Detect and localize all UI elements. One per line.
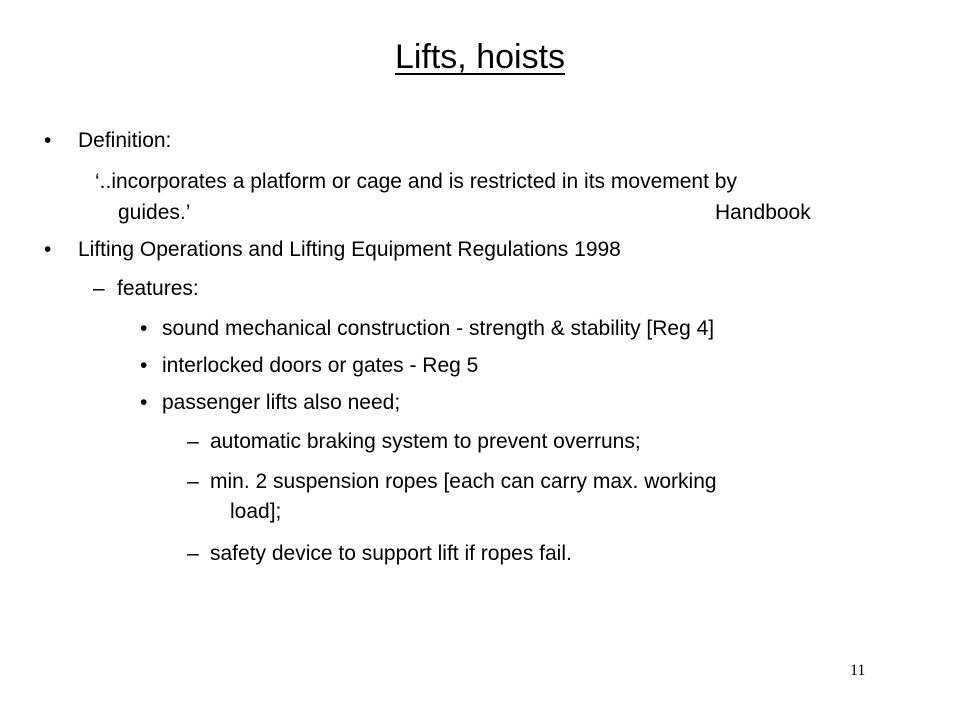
regulations-label: Lifting Operations and Lifting Equipment Regulations 1998 [78, 238, 621, 261]
need-item-2-line1: min. 2 suspension ropes [each can carry max. working [210, 470, 717, 493]
bullet-feature-3: • [140, 391, 148, 414]
bullet-feature-1: • [140, 317, 148, 340]
definition-quote-line2: guides.’ [118, 201, 191, 224]
definition-source: Handbook [715, 201, 811, 224]
definition-label: Definition: [78, 129, 172, 152]
need-item-3: safety device to support lift if ropes fail. [210, 542, 572, 565]
features-label: features: [117, 277, 199, 300]
dash-need-1: – [187, 430, 199, 453]
bullet-definition: • [44, 129, 52, 152]
bullet-regulations: • [44, 238, 52, 261]
need-item-2-line2: load]; [230, 500, 282, 523]
page-number: 11 [850, 662, 866, 679]
dash-need-3: – [187, 542, 199, 565]
bullet-feature-2: • [140, 354, 148, 377]
slide-title: Lifts, hoists [394, 38, 566, 76]
feature-item-2: interlocked doors or gates - Reg 5 [162, 354, 479, 377]
dash-features: – [93, 277, 105, 300]
definition-quote-line1: ‘..incorporates a platform or cage and is restricted in its movement by [95, 170, 737, 193]
feature-item-1: sound mechanical construction - strength & stability [Reg 4] [162, 317, 715, 340]
dash-need-2: – [187, 470, 199, 493]
feature-item-3: passenger lifts also need; [162, 391, 401, 414]
need-item-1: automatic braking system to prevent overruns; [210, 430, 641, 453]
